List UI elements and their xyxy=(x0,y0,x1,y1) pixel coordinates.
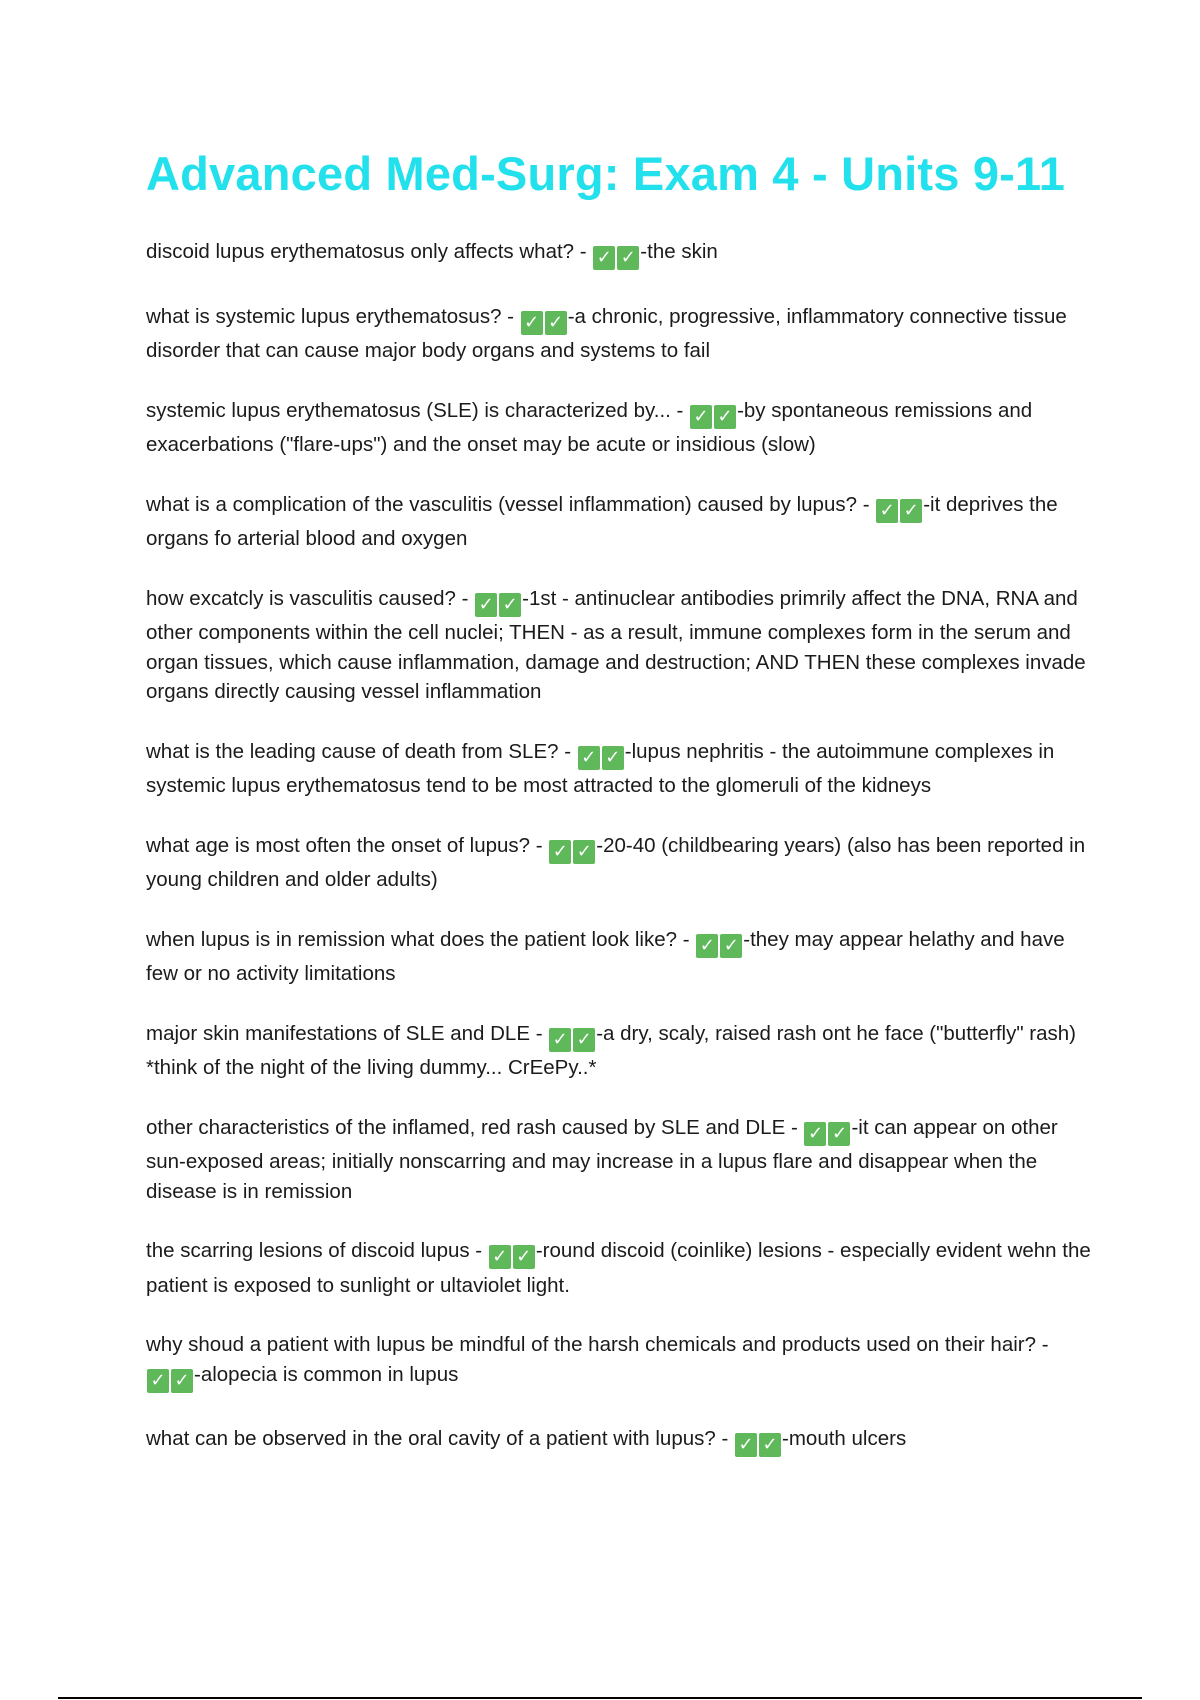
double-check-icon xyxy=(876,495,922,525)
answer-text: -alopecia is common in lupus xyxy=(194,1362,459,1386)
check-icon: ✓ xyxy=(521,311,543,335)
double-check-icon xyxy=(696,930,742,960)
answer-text: -lupus nephritis - the autoimmune complexes in systemic lupus erythematosus tend to be most attracted to the glomeruli of the kidneys xyxy=(146,739,1055,797)
answer-text: -mouth ulcers xyxy=(782,1427,907,1450)
double-check-icon xyxy=(549,836,595,866)
check-icon: ✓ xyxy=(147,1369,169,1393)
question-text: when lupus is in remission what does the patient look like? - xyxy=(146,927,696,951)
qa-item xyxy=(146,737,1096,801)
qa-item xyxy=(146,584,1096,707)
check-icon: ✓ xyxy=(549,1028,571,1052)
answer-text: -1st - antinuclear antibodies primrily affect the DNA, RNA and other components within the cell nuclei; THEN - as a result, immune complexes form in the serum and organ tissues, which cause inflammation, damage and destruction; AND THEN these complexes invade organs directly causing vessel inflammation xyxy=(146,586,1086,703)
double-check-icon xyxy=(804,1118,850,1148)
check-icon: ✓ xyxy=(499,593,521,617)
check-icon: ✓ xyxy=(759,1433,781,1457)
check-icon: ✓ xyxy=(545,311,567,335)
double-check-icon xyxy=(475,589,521,619)
question-text: how excatcly is vasculitis caused? - xyxy=(146,586,475,610)
question-text: what age is most often the onset of lupus? - xyxy=(146,833,549,857)
check-icon: ✓ xyxy=(804,1122,826,1146)
qa-item xyxy=(146,1019,1096,1083)
question-text: what can be observed in the oral cavity of a patient with lupus? - xyxy=(146,1427,735,1450)
answer-text: -it can appear on other sun-exposed areas; initially nonscarring and may increase in a lupus flare and disappear when the disease is in remission xyxy=(146,1115,1058,1203)
qa-item xyxy=(146,1113,1096,1207)
answer-text: -a dry, scaly, raised rash ont he face ("butterfly" rash) *think of the night of the living dummy... CrEePy..* xyxy=(146,1021,1077,1079)
check-icon: ✓ xyxy=(475,593,497,617)
qa-item xyxy=(146,1330,1096,1394)
check-icon: ✓ xyxy=(828,1122,850,1146)
double-check-icon xyxy=(690,401,736,431)
answer-text: -a chronic, progressive, inflammatory connective tissue disorder that can cause major body organs and systems to fail xyxy=(146,304,1067,362)
check-icon: ✓ xyxy=(690,405,712,429)
check-icon: ✓ xyxy=(696,934,718,958)
check-icon: ✓ xyxy=(900,499,922,523)
answer-text: -20-40 (childbearing years) (also has been reported in young children and older adults) xyxy=(146,833,1086,891)
qa-item xyxy=(146,396,1096,460)
double-check-icon xyxy=(549,1024,595,1054)
qa-item xyxy=(146,490,1096,554)
question-text: major skin manifestations of SLE and DLE - xyxy=(146,1021,549,1045)
check-icon: ✓ xyxy=(593,246,615,270)
question-text: why shoud a patient with lupus be mindful of the harsh chemicals and products used on their hair? - xyxy=(146,1333,1049,1356)
qa-list xyxy=(146,237,1096,1459)
answer-text: -by spontaneous remissions and exacerbations ("flare-ups") and the onset may be acute or insidious (slow) xyxy=(146,398,1033,456)
check-icon: ✓ xyxy=(714,405,736,429)
check-icon: ✓ xyxy=(573,1028,595,1052)
qa-item xyxy=(146,925,1096,989)
check-icon: ✓ xyxy=(602,746,624,770)
double-check-icon xyxy=(521,307,567,337)
check-icon: ✓ xyxy=(876,499,898,523)
double-check-icon xyxy=(489,1241,535,1271)
answer-text: -the skin xyxy=(640,240,718,263)
question-text: systemic lupus erythematosus (SLE) is characterized by... - xyxy=(146,398,690,422)
answer-text: -they may appear helathy and have few or no activity limitations xyxy=(146,927,1065,985)
check-icon: ✓ xyxy=(513,1245,535,1269)
qa-item xyxy=(146,1424,1096,1459)
footer-divider xyxy=(58,1697,1142,1699)
check-icon: ✓ xyxy=(549,840,571,864)
question-text: what is systemic lupus erythematosus? - xyxy=(146,304,520,328)
question-text: discoid lupus erythematosus only affects what? - xyxy=(146,240,593,263)
document-page xyxy=(146,148,1096,1489)
check-icon: ✓ xyxy=(171,1369,193,1393)
check-icon: ✓ xyxy=(573,840,595,864)
double-check-icon xyxy=(578,742,624,772)
question-text: what is the leading cause of death from SLE? - xyxy=(146,739,577,763)
double-check-icon xyxy=(593,242,639,272)
check-icon: ✓ xyxy=(489,1245,511,1269)
double-check-icon xyxy=(735,1429,781,1459)
answer-text: -it deprives the organs fo arterial blood and oxygen xyxy=(146,492,1058,550)
check-icon: ✓ xyxy=(617,246,639,270)
question-text: what is a complication of the vasculitis (vessel inflammation) caused by lupus? - xyxy=(146,492,876,516)
check-icon: ✓ xyxy=(735,1433,757,1457)
question-text: other characteristics of the inflamed, red rash caused by SLE and DLE - xyxy=(146,1115,804,1139)
double-check-icon xyxy=(147,1365,193,1395)
qa-item xyxy=(146,237,1096,272)
qa-item xyxy=(146,831,1096,895)
answer-text: -round discoid (coinlike) lesions - especially evident wehn the patient is exposed to sunlight or ultaviolet light. xyxy=(146,1239,1091,1297)
qa-item xyxy=(146,302,1096,366)
qa-item xyxy=(146,1236,1096,1300)
question-text: the scarring lesions of discoid lupus - xyxy=(146,1239,488,1262)
check-icon: ✓ xyxy=(578,746,600,770)
document-title: Advanced Med-Surg: Exam 4 - Units 9-11 xyxy=(146,147,1066,200)
check-icon: ✓ xyxy=(720,934,742,958)
